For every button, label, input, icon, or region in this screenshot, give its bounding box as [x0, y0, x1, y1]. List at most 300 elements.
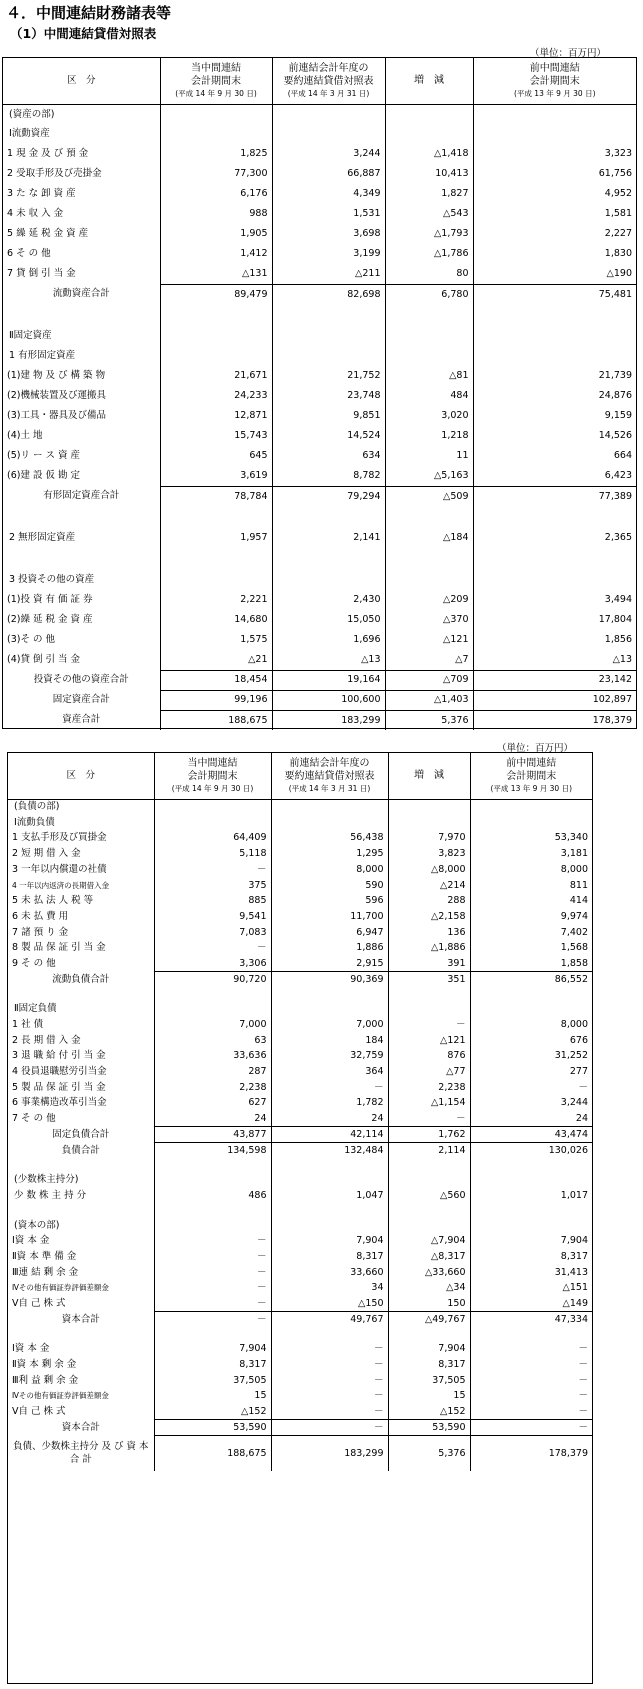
table-row [3, 426, 636, 446]
cell-current: 24,233 [160, 386, 272, 406]
cell-current: 3,306 [154, 956, 271, 972]
cell-change: 6,780 [385, 284, 473, 304]
cell-prior-interim: △13 [612, 654, 632, 665]
row-label: 3 退 職 給 付 引 当 金 [8, 1048, 154, 1064]
cell-prior-year: 82,698 [272, 284, 385, 304]
cell-prior-interim: 14,526 [598, 430, 632, 442]
cell-prior-year: 90,369 [271, 972, 388, 988]
liabilities-header-row [8, 753, 592, 799]
cell-change: △33,660 [388, 1265, 470, 1281]
row-label: 流動資産合計 [3, 284, 160, 304]
cell-prior-interim: 43,474 [470, 1127, 592, 1143]
col-header-prior-interim-2: 前中間連結 会計期間末 (平成 13 年 9 月 30 日) [470, 753, 592, 799]
cell-change: △34 [388, 1280, 470, 1296]
table-row [8, 1188, 592, 1204]
table-row [8, 956, 592, 972]
cell-prior-interim: 277 [569, 1066, 588, 1078]
cell-prior-year: 42,114 [271, 1127, 388, 1143]
cell-change: 5,376 [388, 1435, 470, 1470]
cell-current: － [154, 1312, 271, 1328]
cell-current: － [154, 862, 271, 878]
row-label: (2)機械装置及び運搬具 [3, 386, 160, 406]
row-label: Ⅳその他有価証券評価差額金 [8, 1388, 154, 1404]
cell-change: 484 [385, 386, 473, 406]
cell-prior-year: △211 [272, 264, 385, 284]
cell-prior-interim: － [578, 1343, 588, 1355]
row-label: (4)貸 倒 引 当 金 [3, 650, 160, 670]
subtotal-row [3, 690, 636, 710]
cell-prior-year: 1,886 [271, 940, 388, 956]
row-label: (6)建 設 仮 勘 定 [3, 466, 160, 486]
cell-prior-interim: 664 [613, 450, 632, 462]
cell-prior-interim: 17,804 [598, 614, 632, 626]
cell-prior-interim: － [578, 1081, 588, 1093]
spacer-row [3, 506, 636, 528]
cell-current [154, 987, 271, 1001]
row-label: 1 現 金 及 び 預 金 [3, 144, 160, 164]
table-row [8, 1172, 592, 1188]
table-row [8, 1233, 592, 1249]
cell-prior-interim: 1,017 [560, 1189, 588, 1201]
cell-change: △121 [385, 630, 473, 650]
row-label: Ⅲ連 結 剰 余 金 [8, 1265, 154, 1281]
cell-prior-year: 3,698 [272, 224, 385, 244]
cell-change: △121 [388, 1033, 470, 1049]
table-row [8, 799, 592, 815]
cell-change: 11 [385, 446, 473, 466]
cell-prior-year: 56,438 [271, 830, 388, 846]
table-row [8, 1064, 592, 1080]
cell-change: 876 [388, 1048, 470, 1064]
cell-prior-year: － [271, 1341, 388, 1357]
cell-change: △2,158 [388, 909, 470, 925]
cell-prior-interim: 676 [569, 1034, 588, 1046]
cell-current [160, 124, 272, 144]
table-row [3, 366, 636, 386]
cell-current: 5,118 [154, 846, 271, 862]
cell-prior-year: 24 [271, 1111, 388, 1127]
cell-change: 53,590 [388, 1420, 470, 1436]
cell-prior-interim: 31,252 [554, 1050, 588, 1062]
table-row [3, 244, 636, 264]
row-label: 1 社 債 [8, 1017, 154, 1033]
cell-change: △77 [388, 1064, 470, 1080]
cell-change: 7,970 [388, 830, 470, 846]
cell-current [154, 1204, 271, 1218]
cell-prior-year: － [271, 1080, 388, 1096]
row-label: 7 貸 倒 引 当 金 [3, 264, 160, 284]
row-label: (資産の部) [3, 104, 160, 124]
table-row [3, 590, 636, 610]
cell-prior-year: 7,000 [271, 1017, 388, 1033]
cell-prior-interim [470, 799, 592, 815]
table-row [8, 909, 592, 925]
cell-current [154, 799, 271, 815]
cell-prior-year [272, 304, 385, 326]
row-label: 資産合計 [3, 710, 160, 730]
cell-prior-year: － [271, 1357, 388, 1373]
subtotal-row [8, 972, 592, 988]
spacer-row [8, 1158, 592, 1172]
cell-prior-year: 66,887 [272, 164, 385, 184]
row-label: 有形固定資産合計 [3, 486, 160, 506]
cell-change: △709 [385, 670, 473, 690]
row-label: 2 無形固定資産 [3, 528, 160, 548]
cell-prior-year [271, 1001, 388, 1017]
row-label [8, 1158, 154, 1172]
cell-change: 3,020 [385, 406, 473, 426]
col-header-change: 増 減 [385, 58, 473, 104]
subtotal-row [8, 1435, 592, 1470]
row-label: 5 繰 延 税 金 資 産 [3, 224, 160, 244]
table-row [8, 1357, 592, 1373]
row-label: (2)繰 延 税 金 資 産 [3, 610, 160, 630]
cell-current [160, 548, 272, 570]
cell-current: 1,412 [160, 244, 272, 264]
subtotal-row [3, 284, 636, 304]
cell-current: － [154, 1296, 271, 1312]
cell-prior-year: 1,295 [271, 846, 388, 862]
section-heading: ４．中間連結財務諸表等 [6, 4, 172, 22]
cell-current: 21,671 [160, 366, 272, 386]
cell-prior-year [272, 124, 385, 144]
cell-prior-year: 3,199 [272, 244, 385, 264]
table-row [8, 846, 592, 862]
cell-change [388, 1327, 470, 1341]
cell-change: △81 [385, 366, 473, 386]
row-label: 4 役員退職慰労引当金 [8, 1064, 154, 1080]
cell-prior-interim [470, 1327, 592, 1341]
row-label: 5 製 品 保 証 引 当 金 [8, 1080, 154, 1096]
row-label: Ⅱ固定負債 [8, 1001, 154, 1017]
unit-label: （単位：百万円） [530, 48, 607, 59]
table-row [8, 940, 592, 956]
cell-prior-interim: 1,830 [604, 248, 632, 260]
cell-current: △131 [160, 264, 272, 284]
cell-prior-interim: 130,026 [470, 1142, 592, 1158]
cell-prior-interim: － [470, 1420, 592, 1436]
cell-current [160, 570, 272, 590]
cell-prior-year: 1,531 [272, 204, 385, 224]
row-label: 6 そ の 他 [3, 244, 160, 264]
col-header-prior-interim: 前中間連結 会計期間末 (平成 13 年 9 月 30 日) [473, 58, 636, 104]
cell-prior-interim: 1,581 [604, 208, 632, 220]
cell-prior-interim: 8,000 [560, 1019, 588, 1031]
cell-prior-interim: 23,142 [473, 670, 636, 690]
cell-current: － [154, 1249, 271, 1265]
table-row [8, 893, 592, 909]
cell-change: △1,403 [385, 690, 473, 710]
cell-prior-year: 19,164 [272, 670, 385, 690]
cell-prior-interim: 9,159 [604, 410, 632, 422]
cell-prior-year [272, 506, 385, 528]
cell-current: 37,505 [154, 1373, 271, 1389]
cell-current: 2,238 [154, 1080, 271, 1096]
cell-prior-year: － [271, 1404, 388, 1420]
cell-current: － [154, 940, 271, 956]
cell-current: 1,905 [160, 224, 272, 244]
statement-title: （1）中間連結貸借対照表 [10, 26, 157, 41]
cell-prior-interim: 31,413 [554, 1266, 588, 1278]
cell-current: 64,409 [154, 830, 271, 846]
cell-prior-interim [473, 570, 636, 590]
row-label: (4)土 地 [3, 426, 160, 446]
row-label: Ⅰ資 本 金 [8, 1341, 154, 1357]
spacer-row [8, 1327, 592, 1341]
cell-current: 486 [154, 1188, 271, 1204]
cell-change [385, 326, 473, 346]
cell-prior-year: 6,947 [271, 925, 388, 941]
cell-prior-interim [473, 346, 636, 366]
cell-prior-year [271, 1218, 388, 1234]
cell-current: 1,957 [160, 528, 272, 548]
cell-change: 150 [388, 1296, 470, 1312]
cell-current: 885 [154, 893, 271, 909]
cell-prior-interim: 1,856 [604, 634, 632, 646]
row-label: 3 投資その他の資産 [3, 570, 160, 590]
cell-prior-year: 100,600 [272, 690, 385, 710]
cell-prior-year [271, 815, 388, 831]
cell-prior-year: 184 [271, 1033, 388, 1049]
row-label: (資本の部) [8, 1218, 154, 1234]
cell-current: － [154, 1265, 271, 1281]
table-row [3, 406, 636, 426]
cell-prior-interim: 178,379 [473, 710, 636, 730]
table-row [3, 164, 636, 184]
row-label: 8 製 品 保 証 引 当 金 [8, 940, 154, 956]
cell-current: 7,904 [154, 1341, 271, 1357]
row-label: 負債、少数株主持分 及 び 資 本 合 計 [8, 1435, 154, 1470]
col-header-change-2: 増 減 [388, 753, 470, 799]
row-label: (3)そ の 他 [3, 630, 160, 650]
row-label [3, 304, 160, 326]
cell-prior-year: 1,047 [271, 1188, 388, 1204]
cell-prior-year: － [271, 1373, 388, 1389]
cell-prior-interim: 2,227 [604, 228, 632, 240]
cell-current: 53,590 [154, 1420, 271, 1436]
cell-prior-year: 32,759 [271, 1048, 388, 1064]
cell-prior-interim [470, 1218, 592, 1234]
liabilities-table [8, 753, 592, 1471]
cell-change: 10,413 [385, 164, 473, 184]
row-label [8, 1327, 154, 1341]
row-label: Ⅱ資 本 剰 余 金 [8, 1357, 154, 1373]
row-label: 9 そ の 他 [8, 956, 154, 972]
table-row [3, 224, 636, 244]
cell-prior-interim: 2,365 [604, 532, 632, 544]
row-label: 2 長 期 借 入 金 [8, 1033, 154, 1049]
cell-prior-year [272, 326, 385, 346]
table-row [8, 1280, 592, 1296]
cell-change: △1,154 [388, 1095, 470, 1111]
cell-prior-interim: 75,481 [473, 284, 636, 304]
row-label: 流動負債合計 [8, 972, 154, 988]
cell-current [154, 1172, 271, 1188]
row-label: (5)リ ー ス 資 産 [3, 446, 160, 466]
cell-current: 188,675 [154, 1435, 271, 1470]
table-row [3, 570, 636, 590]
cell-prior-year: 2,430 [272, 590, 385, 610]
cell-change: － [388, 1111, 470, 1127]
cell-prior-interim: 61,756 [598, 168, 632, 180]
table-row [3, 630, 636, 650]
row-label: Ⅳその他有価証券評価差額金 [8, 1280, 154, 1296]
cell-current: 287 [154, 1064, 271, 1080]
cell-change: 136 [388, 925, 470, 941]
table-row [8, 1033, 592, 1049]
cell-change: 288 [388, 893, 470, 909]
cell-change: △184 [385, 528, 473, 548]
table-row [8, 862, 592, 878]
cell-change [385, 304, 473, 326]
table-row [3, 386, 636, 406]
cell-prior-interim [470, 1172, 592, 1188]
table-row [3, 326, 636, 346]
cell-prior-year: 9,851 [272, 406, 385, 426]
cell-current: 77,300 [160, 164, 272, 184]
table-row [8, 925, 592, 941]
table-row [8, 1218, 592, 1234]
row-label: 負債合計 [8, 1142, 154, 1158]
cell-prior-interim: 414 [569, 895, 588, 907]
row-label: 3 た な 卸 資 産 [3, 184, 160, 204]
cell-current: 14,680 [160, 610, 272, 630]
cell-prior-year: － [271, 1420, 388, 1436]
cell-change [388, 1218, 470, 1234]
cell-prior-interim: 24,876 [598, 390, 632, 402]
cell-prior-interim: － [578, 1374, 588, 1386]
table-row [8, 1080, 592, 1096]
col-header-current-2: 当中間連結 会計期間末 (平成 14 年 9 月 30 日) [154, 753, 271, 799]
cell-prior-interim: △149 [562, 1297, 588, 1309]
row-label: Ⅱ資 本 準 備 金 [8, 1249, 154, 1265]
cell-prior-interim [473, 304, 636, 326]
cell-prior-year: － [271, 1388, 388, 1404]
cell-prior-interim [473, 124, 636, 144]
cell-prior-interim: 811 [569, 879, 588, 891]
table-row [8, 1296, 592, 1312]
cell-prior-interim: 8,317 [560, 1250, 588, 1262]
cell-prior-interim: 7,402 [560, 926, 588, 938]
table-row [8, 1265, 592, 1281]
cell-change [388, 1158, 470, 1172]
row-label: 4 未 収 入 金 [3, 204, 160, 224]
cell-prior-interim: 4,952 [604, 188, 632, 200]
cell-prior-interim: － [578, 1405, 588, 1417]
cell-prior-year: 79,294 [272, 486, 385, 506]
cell-current: 375 [154, 877, 271, 893]
cell-prior-year: 2,141 [272, 528, 385, 548]
table-row [3, 466, 636, 486]
table-row [3, 124, 636, 144]
cell-current: 90,720 [154, 972, 271, 988]
cell-current [154, 815, 271, 831]
cell-change: 37,505 [388, 1373, 470, 1389]
row-label: 5 未 払 法 人 税 等 [8, 893, 154, 909]
row-label: 7 諸 預 り 金 [8, 925, 154, 941]
subtotal-row [8, 1127, 592, 1143]
row-label: 3 一年以内償還の社債 [8, 862, 154, 878]
cell-prior-interim [470, 987, 592, 1001]
cell-prior-year: 596 [271, 893, 388, 909]
assets-header-row [3, 58, 636, 104]
cell-prior-year: 8,000 [271, 862, 388, 878]
cell-change: △49,767 [388, 1312, 470, 1328]
cell-prior-year: 7,904 [271, 1233, 388, 1249]
row-label: 6 事業構造改革引当金 [8, 1095, 154, 1111]
cell-prior-interim: 3,244 [560, 1097, 588, 1109]
cell-current: 7,000 [154, 1017, 271, 1033]
cell-prior-year: 49,767 [271, 1312, 388, 1328]
cell-prior-interim: 178,379 [470, 1435, 592, 1470]
cell-current: 89,479 [160, 284, 272, 304]
table-row [8, 1001, 592, 1017]
cell-current: 15,743 [160, 426, 272, 446]
cell-current: 15 [154, 1388, 271, 1404]
cell-prior-interim: 9,974 [560, 910, 588, 922]
cell-prior-year [271, 1204, 388, 1218]
cell-prior-interim: － [578, 1390, 588, 1402]
cell-current: △21 [160, 650, 272, 670]
cell-change: 2,238 [388, 1080, 470, 1096]
cell-current: 2,221 [160, 590, 272, 610]
cell-prior-year: 34 [271, 1280, 388, 1296]
cell-prior-interim [473, 548, 636, 570]
cell-prior-year [271, 1158, 388, 1172]
table-row [8, 1404, 592, 1420]
cell-prior-interim: 102,897 [473, 690, 636, 710]
table-row [3, 104, 636, 124]
cell-prior-interim: △151 [562, 1282, 588, 1294]
row-label: Ⅱ固定資産 [3, 326, 160, 346]
cell-change: △543 [385, 204, 473, 224]
cell-prior-interim [470, 815, 592, 831]
table-row [3, 184, 636, 204]
table-row [8, 1017, 592, 1033]
cell-current: △152 [154, 1404, 271, 1420]
cell-current: 6,176 [160, 184, 272, 204]
row-label: 資本合計 [8, 1312, 154, 1328]
cell-change: 5,376 [385, 710, 473, 730]
row-label: 4 一年以内返済の長期借入金 [8, 877, 154, 893]
cell-prior-year: 1,782 [271, 1095, 388, 1111]
cell-prior-interim: 86,552 [470, 972, 592, 988]
subtotal-row [3, 710, 636, 730]
row-label: (少数株主持分) [8, 1172, 154, 1188]
row-label: 2 短 期 借 入 金 [8, 846, 154, 862]
cell-current [160, 326, 272, 346]
cell-prior-year [272, 104, 385, 124]
cell-prior-year: 2,915 [271, 956, 388, 972]
row-label: 固定負債合計 [8, 1127, 154, 1143]
cell-current: 1,575 [160, 630, 272, 650]
cell-change: △7 [385, 650, 473, 670]
table-row [8, 1373, 592, 1389]
row-label: Ⅰ流動資産 [3, 124, 160, 144]
cell-change: △8,000 [388, 862, 470, 878]
cell-current [154, 1218, 271, 1234]
unit-label-2: （単位：百万円） [497, 743, 574, 754]
cell-current: － [154, 1233, 271, 1249]
cell-change: 391 [388, 956, 470, 972]
cell-prior-interim: 21,739 [598, 370, 632, 382]
table-row [8, 830, 592, 846]
cell-change: △1,886 [388, 940, 470, 956]
cell-prior-year [272, 548, 385, 570]
cell-change: 80 [385, 264, 473, 284]
cell-prior-year [272, 570, 385, 590]
cell-prior-year: 1,696 [272, 630, 385, 650]
